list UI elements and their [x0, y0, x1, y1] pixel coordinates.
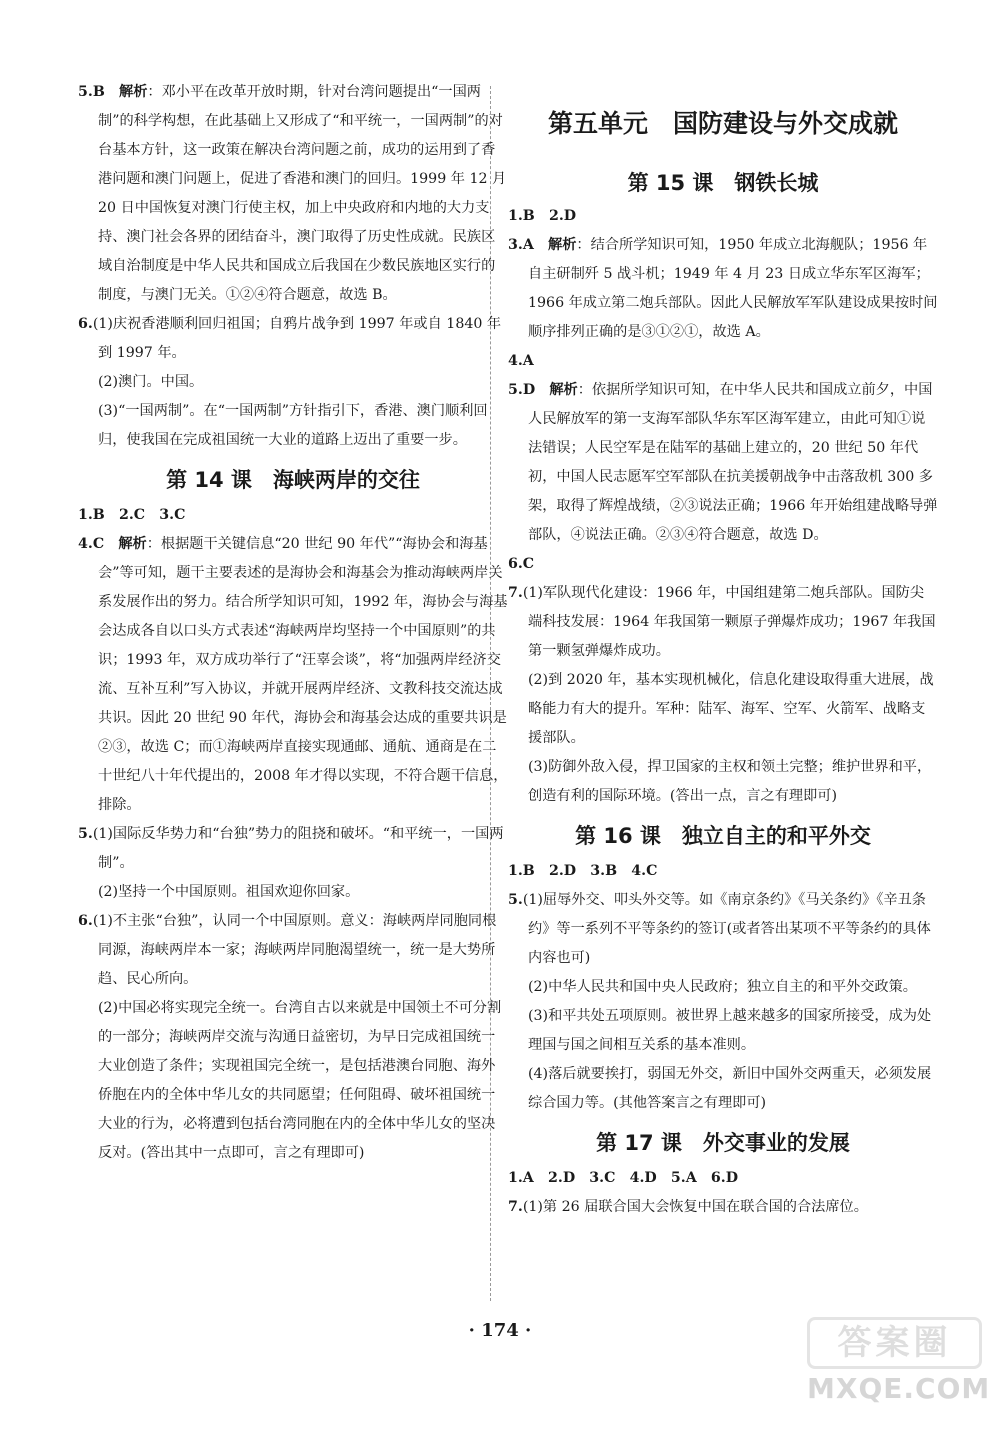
watermark-logo [807, 1317, 991, 1412]
answer-16-5-part-2: (2)中华人民共和国中央人民政府；独立自主的和平外交政策。 [528, 979, 917, 995]
answer-15-7-part-2: (2)到 2020 年，基本实现机械化，信息化建设取得重大进展，战略能力有大的提升。军种：陆军、海军、空军、火箭军、战略支援部队。 [528, 672, 934, 746]
answer-15-5: 5.D 解析：依据所学知识可知，在中华人民共和国成立前夕，中国人民解放军的第一支海军部队华东军区海军建立，由此可知①说法错误；人民空军是在陆军的基础上建立的，20 世纪 50 年代初，中国人民志愿军空军部队在抗美援朝战争中击落敌机 300 多架，取得了辉煌战绩，②③说法正确；1966 年开始组建战略导弹部队，④说法正确。②③④符合题意，故选 D。 [508, 382, 938, 543]
answer-16-5: 5.(1)屈辱外交、叩头外交等。如《南京条约》《马关条约》《辛丑条约》等一系列不平等条约的签订(或者答出某项不平等条约的具体内容也可) [508, 892, 931, 966]
answer-15-3: 3.A 解析：结合所学知识可知，1950 年成立北海舰队；1956 年自主研制歼 5 战斗机；1949 年 4 月 23 日成立华东军区海军；1966 年成立第二炮兵部队。因此人民解放军军队建设成果按时间顺序排列正确的是③①②①，故选 A。 [508, 237, 938, 340]
left-column [78, 78, 508, 1168]
right-column [508, 202, 938, 1222]
lesson-15-heading: 第 15 课 钢铁长城 [627, 171, 819, 195]
answer-5: 5.B 解析：邓小平在改革开放时期，针对台湾问题提出“一国两制”的科学构想，在此基础上又形成了“和平统一，一国两制”的对台基本方针，这一政策在解决台湾问题之前，成功的运用到了香港问题和澳门问题上，促进了香港和澳门的回归。1999 年 12 月 20 日中国恢复对澳门行使主权，加上中央政府和内地的大力支持、澳门社会各界的团结奋斗，澳门取得了历史性成就。民族区域自治制度是中华人民共和国成立后我国在少数民族地区实行的制度，与澳门无关。①②④符合题意，故选 B。 [78, 84, 507, 303]
answer-17-7: 7.(1)第 26 届联合国大会恢复中国在联合国的合法席位。 [508, 1199, 868, 1215]
answer-15-7-part-3: (3)防御外敌入侵，捍卫国家的主权和领土完整；维护世界和平，创造有利的国际环境。(答出一点，言之有理即可) [528, 759, 932, 804]
unit-heading: 第五单元 国防建设与外交成就 [547, 109, 898, 138]
answers-15-mc: 1.B 2.D [508, 208, 577, 224]
answer-15-7: 7.(1)军队现代化建设：1966 年，中国组建第二炮兵部队。国防尖端科技发展：1964 年我国第一颗原子弹爆炸成功；1967 年我国第一颗氢弹爆炸成功。 [508, 585, 936, 659]
answer-14-5-part-2: (2)坚持一个中国原则。祖国欢迎你回家。 [98, 884, 360, 900]
answer-16-5-part-4: (4)落后就要挨打，弱国无外交，新旧中国外交两重天，必须发展综合国力等。(其他答案言之有理即可) [528, 1066, 932, 1111]
answers-16-mc: 1.B 2.D 3.B 4.C [508, 863, 658, 879]
answer-15-4: 4.A [508, 353, 534, 369]
answer-6-part-3: (3)“一国两制”。在“一国两制”方针指引下，香港、澳门顺利回归，使我国在完成祖国统一大业的道路上迈出了重要一步。 [98, 403, 488, 448]
answer-14-6-part-2: (2)中国必将实现完全统一。台湾自古以来就是中国领土不可分割的一部分；海峡两岸交流与沟通日益密切，为早日完成祖国统一大业创造了条件；实现祖国完全统一，是包括港澳台同胞、海外侨胞在内的全体中华儿女的共同愿望；任何阻碍、破坏祖国统一大业的行为，必将遭到包括台湾同胞在内的全体中华儿女的坚决反对。(答出其中一点即可，言之有理即可) [98, 1000, 502, 1161]
page-number: · 174 · [468, 1320, 532, 1341]
lesson-14-heading: 第 14 课 海峡两岸的交往 [166, 468, 420, 492]
answer-14-5: 5.(1)国际反华势力和“台独”势力的阻挠和破坏。“和平统一，一国两制”。 [78, 826, 504, 871]
answer-16-5-part-3: (3)和平共处五项原则。被世界上越来越多的国家所接受，成为处理国与国之间相互关系的基本准则。 [528, 1008, 932, 1053]
watermark-url: MXQE.COM [807, 1372, 991, 1405]
lesson-17-heading: 第 17 课 外交事业的发展 [596, 1131, 850, 1155]
answers-14-mc: 1.B 2.C 3.C [78, 507, 186, 523]
answers-17-mc: 1.A 2.D 3.C 4.D 5.A 6.D [508, 1170, 739, 1186]
watermark-text: 答案圈 [807, 1317, 982, 1369]
lesson-16-heading: 第 16 课 独立自主的和平外交 [575, 824, 871, 848]
answer-15-6: 6.C [508, 556, 535, 572]
answer-6: 6.(1)庆祝香港顺利回归祖国；自鸦片战争到 1997 年或自 1840 年到 1997 年。 [78, 316, 502, 361]
answer-6-part-2: (2)澳门。中国。 [98, 374, 204, 390]
answer-14-6: 6.(1)不主张“台独”，认同一个中国原则。意义：海峡两岸同胞同根同源，海峡两岸本一家；海峡两岸同胞渴望统一，统一是大势所趋、民心所向。 [78, 913, 497, 987]
answer-14-4: 4.C 解析：根据题干关键信息“20 世纪 90 年代”“海协会和海基会”等可知，题干主要表述的是海协会和海基会为推动海峡两岸关系发展作出的努力。结合所学知识可知，1992 年，海协会与海基会达成各自以口头方式表述“海峡两岸均坚持一个中国原则”的共识；1993 年，双方成功举行了“汪辜会谈”，将“加强两岸经济交流、互补互利”写入协议，并就开展两岸经济、文教科技交流达成共识。因此 20 世纪 90 年代，海协会和海基会达成的重要共识是②③，故选 C；而①海峡两岸直接实现通邮、通航、通商是在二十世纪八十年代提出的，2008 年才得以实现，不符合题干信息，排除。 [78, 536, 508, 813]
